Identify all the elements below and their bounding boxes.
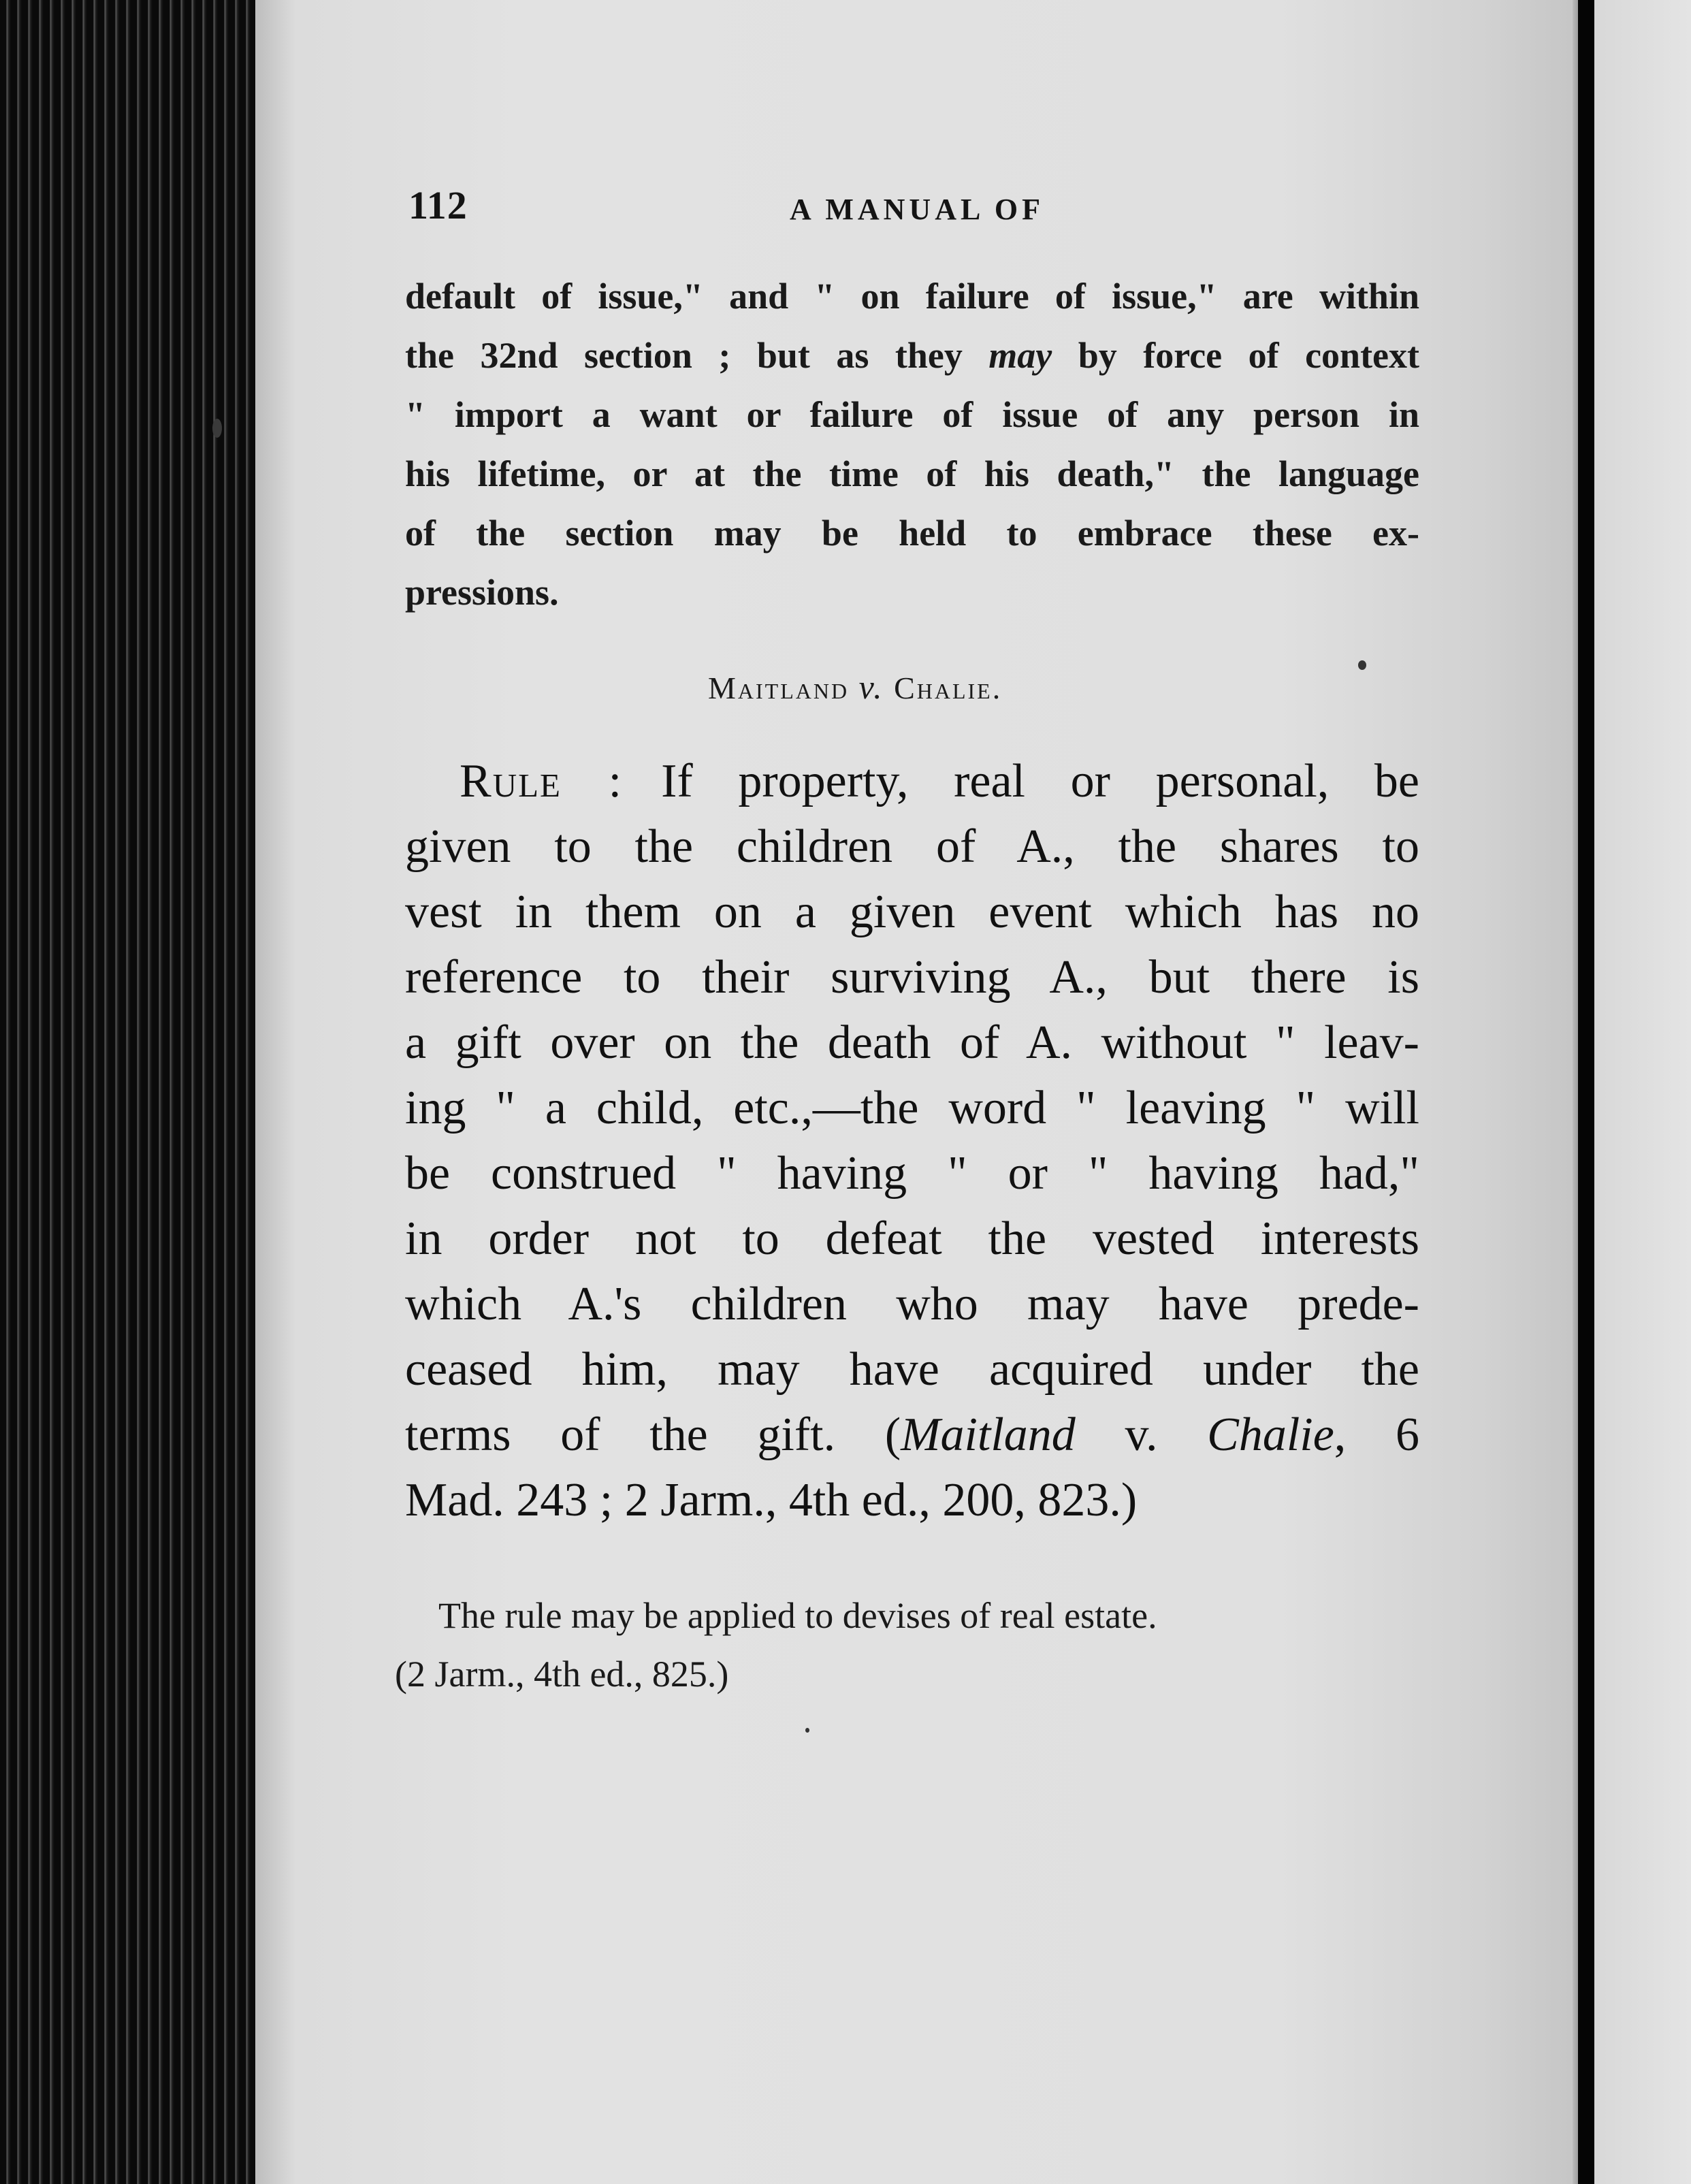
- intro-line: pressions.: [405, 572, 559, 613]
- facing-page-edge: [1594, 0, 1691, 2184]
- citation-text: terms of the gift. (: [405, 1409, 901, 1461]
- intro-line: " import a want or failure of issue of any person in: [405, 394, 1419, 435]
- running-head: [408, 182, 1416, 237]
- rule-label: Rule :: [460, 755, 624, 807]
- rule-line: in order not to defeat the vested interests: [405, 1213, 1419, 1265]
- scan-speck: [212, 419, 222, 438]
- rule-line: [405, 749, 1419, 814]
- page-number: 112: [408, 183, 468, 227]
- rule-line: ceased him, may have acquired under the: [405, 1343, 1419, 1396]
- case-versus: v.: [858, 668, 884, 706]
- citation-case: Chalie: [1207, 1409, 1334, 1461]
- intro-line: default of issue," and " on failure of issue," are within: [405, 276, 1419, 317]
- italic-word: may: [988, 335, 1052, 376]
- page-edges: [0, 0, 259, 2184]
- rule-line: reference to their surviving A., but there is: [405, 951, 1419, 1003]
- note-line: The rule may be applied to devises of real estate.: [438, 1595, 1157, 1636]
- rule-line: a gift over on the death of A. without " leav-: [405, 1016, 1419, 1069]
- scan-speck: [805, 1728, 809, 1733]
- rule-line: be construed " having " or " having had,": [405, 1147, 1419, 1200]
- rule-line: which A.'s children who may have prede-: [405, 1278, 1419, 1330]
- rule-paragraph: [405, 749, 1419, 1533]
- intro-line: of the section may be held to embrace these ex-: [405, 513, 1419, 553]
- case-party-first: Maitland: [708, 671, 850, 705]
- intro-paragraph: [405, 267, 1419, 622]
- citation-line: Mad. 243 ; 2 Jarm., 4th ed., 200, 823.): [405, 1474, 1138, 1526]
- rule-line: vest in them on a given event which has no: [405, 886, 1419, 938]
- running-title: A MANUAL OF: [790, 193, 1044, 226]
- citation-line: [405, 1402, 1419, 1468]
- case-party-second: Chalie.: [894, 671, 1003, 705]
- rule-line: given to the children of A., the shares to: [405, 820, 1419, 873]
- rule-line: ing " a child, etc.,—the word " leaving " will: [405, 1082, 1419, 1134]
- intro-line: his lifetime, or at the time of his death," the language: [405, 453, 1419, 494]
- scan-right-border: [1578, 0, 1594, 2184]
- citation-text: v.: [1075, 1409, 1208, 1461]
- intro-line-text: by force of context: [1052, 335, 1419, 376]
- rule-line-text: If property, real or personal, be: [661, 755, 1419, 807]
- citation-text: , 6: [1334, 1409, 1419, 1461]
- intro-line-text: the 32nd section ; but as they: [405, 335, 989, 376]
- case-heading: [708, 667, 1002, 707]
- intro-line: [405, 326, 1419, 385]
- note-line: (2 Jarm., 4th ed., 825.): [395, 1654, 729, 1695]
- note-paragraph: [395, 1586, 1402, 1703]
- citation-case: Maitland: [901, 1409, 1076, 1461]
- scan-speck: [1358, 660, 1366, 670]
